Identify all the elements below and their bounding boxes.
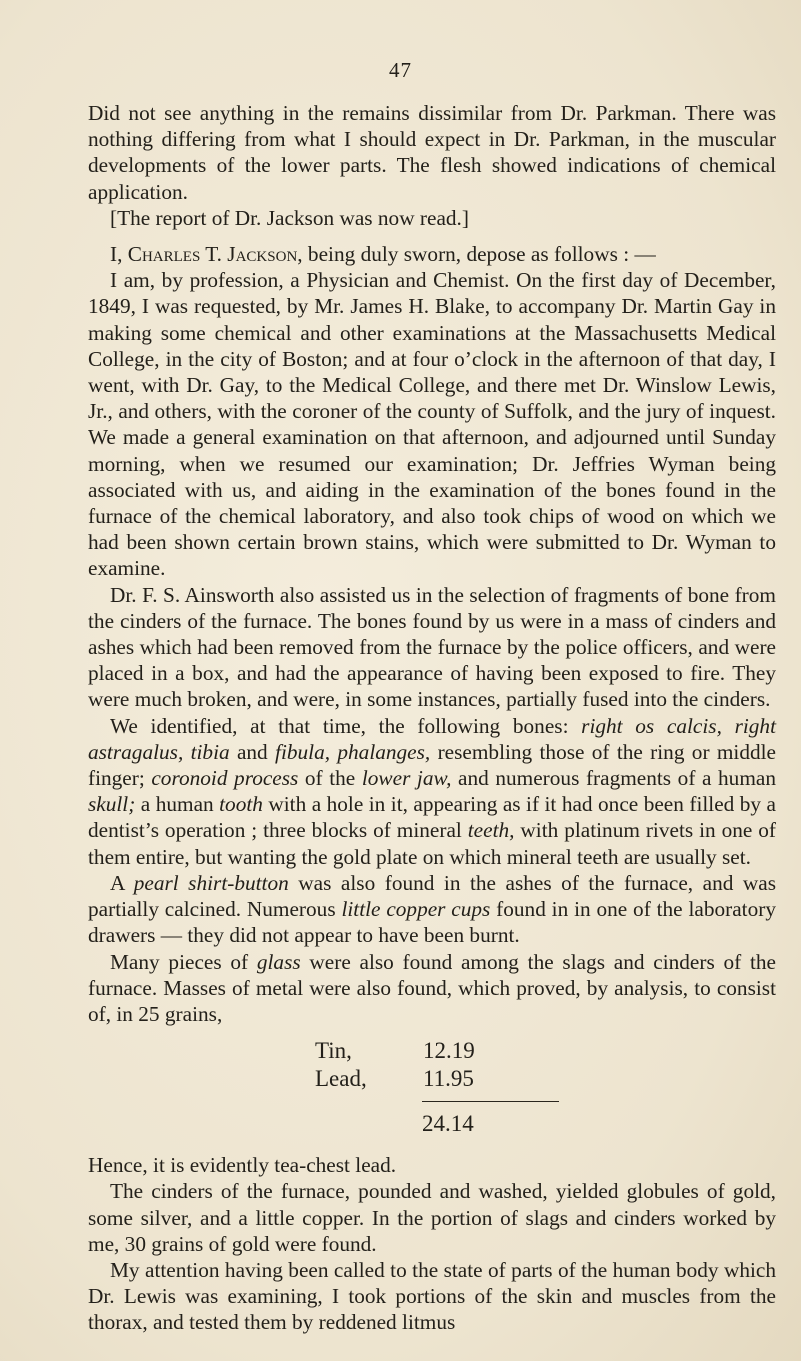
text-run: and numerous fragments of a human — [451, 766, 776, 791]
deposition-paragraph-bones — [88, 713, 776, 870]
deposition-paragraph-1: I am, by profession, a Physician and Chemist. On the first day of December, 1849, I was requested, by Mr. James H. Blake, to accompany Dr. Martin Gay in making some chemical and other examinations at the Massachusetts Medical College, in the city of Boston; and at four o’clock in the afternoon of that day, I went, with Dr. Gay, to the Medical College, and there met Dr. Winslow Lewis, Jr., and others, with the coroner of the county of Suffolk, and the jury of inquest. We made a general examination on that afternoon, and adjourned until Sunday morning, when we resumed our examination; Dr. Jeffries Wyman being associated with us, and aiding in the examination of the bones found in the furnace of the chemical laboratory, and also took chips of wood on which we had been shown certain brown stains, which were submitted to Dr. Wyman to examine. — [88, 268, 776, 581]
closing-paragraph-2: The cinders of the furnace, pounded and washed, yielded globules of gold, some silver, and a little copper. In the portion of slags and cinders worked by me, 30 grains of gold were found. — [88, 1179, 776, 1256]
bracketed-note-jackson-report: [The report of Dr. Jackson was now read.] — [110, 205, 469, 230]
text-run: A — [110, 870, 134, 895]
sum-rule — [422, 1101, 559, 1102]
italic-term: teeth, — [467, 818, 515, 843]
text-run: was also found in the ashes of the furnace, and was partially calcined. Numerous — [88, 870, 776, 922]
deposition-intro — [88, 241, 776, 267]
deposition-paragraph-glass — [88, 949, 776, 1028]
italic-term: glass — [256, 949, 301, 974]
analysis-total: 24.14 — [422, 1111, 474, 1137]
text-run: of the — [298, 766, 362, 791]
text-run: with platinum rivets in one of them entire, but wanting the gold plate on which mineral teeth are usually set. — [88, 818, 776, 869]
metal-analysis-table — [88, 1037, 776, 1138]
metal-value: 11.95 — [423, 1066, 474, 1092]
italic-term: right os calcis, right astragalus, tibia — [88, 713, 776, 764]
italic-term: tooth — [219, 792, 263, 817]
page-number: 47 — [389, 58, 412, 82]
text-run: found in in one of the laboratory drawers — they did not appear to have been burnt. — [88, 897, 776, 948]
closing-section — [88, 1152, 776, 1335]
italic-term: skull; — [88, 792, 136, 817]
italic-term: little copper cups — [341, 897, 491, 922]
italic-term: coronoid process — [151, 766, 299, 791]
section-gap — [88, 231, 776, 241]
deposition-paragraph-2: Dr. F. S. Ainsworth also assisted us in the selection of fragments of bone from the cinders of the furnace. The bones found by us were in a mass of cinders and ashes which had been removed from the furnace by the police officers, and were placed in a box, and had the appearance of having been exposed to fire. They were much broken, and were, in some instances, partially fused into the cinders. — [88, 582, 776, 712]
italic-term: lower jaw, — [361, 766, 452, 791]
italic-term: pearl shirt-button — [133, 870, 289, 895]
metal-value: 12.19 — [423, 1038, 475, 1064]
paragraph-parkman-remains: Did not see anything in the remains dissimilar from Dr. Parkman. There was nothing differing from what I should expect in Dr. Parkman, in the muscular developments of the lower parts. The flesh showed indications of chemical application. — [88, 101, 776, 204]
intro-prefix: I, — [110, 242, 128, 267]
metal-label: Tin, — [315, 1038, 352, 1064]
closing-paragraph-1: Hence, it is evidently tea-chest lead. — [88, 1153, 397, 1178]
text-run: Many pieces of — [110, 949, 257, 974]
text-run: with a hole in it, appearing as if it had once been filled by a dentist’s operation ; three blocks of mineral — [88, 792, 776, 843]
intro-suffix: , being duly sworn, depose as follows : — — [297, 242, 656, 267]
metal-label: Lead, — [315, 1066, 367, 1092]
text-run: We identified, at that time, the following bones: — [110, 713, 582, 738]
table-row — [88, 1037, 776, 1065]
text-run: and — [229, 739, 276, 764]
closing-paragraph-3: My attention having been called to the state of parts of the human body which Dr. Lewis was examining, I took portions of the skin and muscles from the thorax, and tested them by reddened litmus — [88, 1257, 776, 1335]
text-run: resembling those of the ring or middle finger; — [88, 739, 777, 791]
text-run: a human — [135, 792, 220, 817]
deposition-paragraph-button — [88, 870, 776, 949]
deponent-name: Charles T. Jackson — [127, 242, 298, 267]
table-row — [88, 1065, 776, 1093]
text-run: were also found among the slags and cinders of the furnace. Masses of metal were also found, which proved, by analysis, to consist of, in 25 grains, — [88, 949, 776, 1026]
italic-term: fibula, phalanges, — [275, 739, 431, 764]
page-body — [88, 100, 776, 1336]
